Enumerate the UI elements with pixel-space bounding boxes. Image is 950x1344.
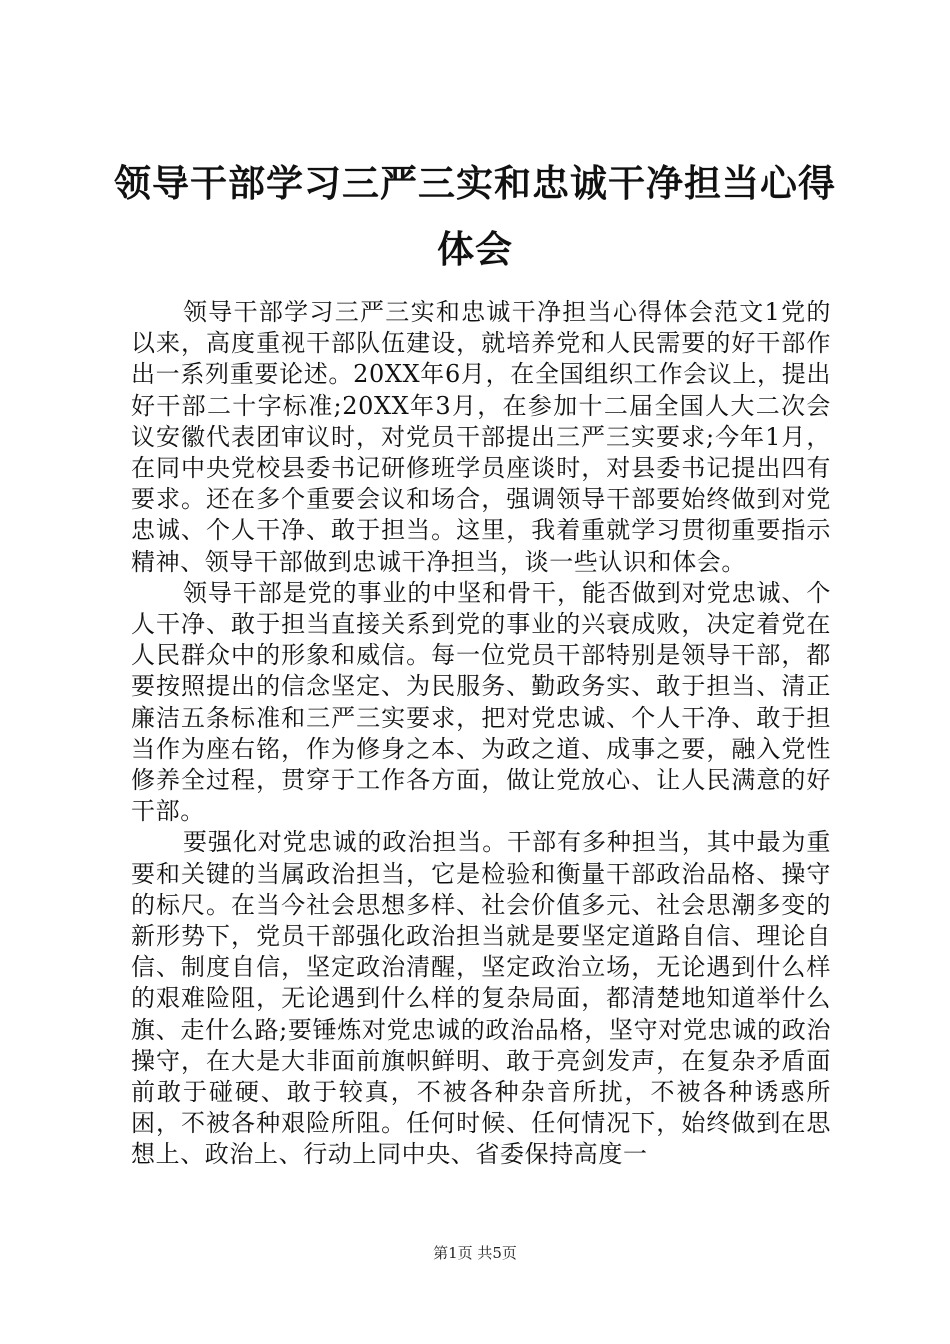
document-title: 领导干部学习三严三实和忠诚干净担当心得体会: [114, 161, 836, 271]
document-body: [131, 297, 831, 1171]
paragraph-2: 领导干部是党的事业的中坚和骨干，能否做到对党忠诚、个人干净、敢于担当直接关系到党的事业的兴衰成败，决定着党在人民群众中的形象和威信。每一位党员干部特别是领导干部，都要按照提出的信念坚定、为民服务、勤政务实、敢于担当、清正廉洁五条标准和三严三实要求，把对党忠诚、个人干净、敢于担当作为座右铭，作为修身之本、为政之道、成事之要，融入党性修养全过程，贯穿于工作各方面，做让党放心、让人民满意的好干部。: [131, 578, 831, 826]
page-footer: 第1页 共5页: [433, 1244, 517, 1262]
paragraph-1: 领导干部学习三严三实和忠诚干净担当心得体会范文1党的以来，高度重视干部队伍建设，就培养党和人民需要的好干部作出一系列重要论述。20XX年6月，在全国组织工作会议上，提出好干部二十字标准;20XX年3月，在参加十二届全国人大二次会议安徽代表团审议时，对党员干部提出三严三实要求;今年1月，在同中央党校县委书记研修班学员座谈时，对县委书记提出四有要求。还在多个重要会议和场合，强调领导干部要始终做到对党忠诚、个人干净、敢于担当。这里，我着重就学习贯彻重要指示精神、领导干部做到忠诚干净担当，谈一些认识和体会。: [131, 298, 831, 576]
paragraph-3: 要强化对党忠诚的政治担当。干部有多种担当，其中最为重要和关键的当属政治担当，它是检验和衡量干部政治品格、操守的标尺。在当今社会思想多样、社会价值多元、社会思潮多变的新形势下，党员干部强化政治担当就是要坚定道路自信、理论自信、制度自信，坚定政治清醒，坚定政治立场，无论遇到什么样的艰难险阻，无论遇到什么样的复杂局面，都清楚地知道举什么旗、走什么路;要锤炼对党忠诚的政治品格，坚守对党忠诚的政治操守，在大是大非面前旗帜鲜明、敢于亮剑发声，在复杂矛盾面前敢于碰硬、敢于较真，不被各种杂音所扰，不被各种诱惑所困，不被各种艰险所阻。任何时候、任何情况下，始终做到在思想上、政治上、行动上同中央、省委保持高度一: [131, 828, 831, 1169]
